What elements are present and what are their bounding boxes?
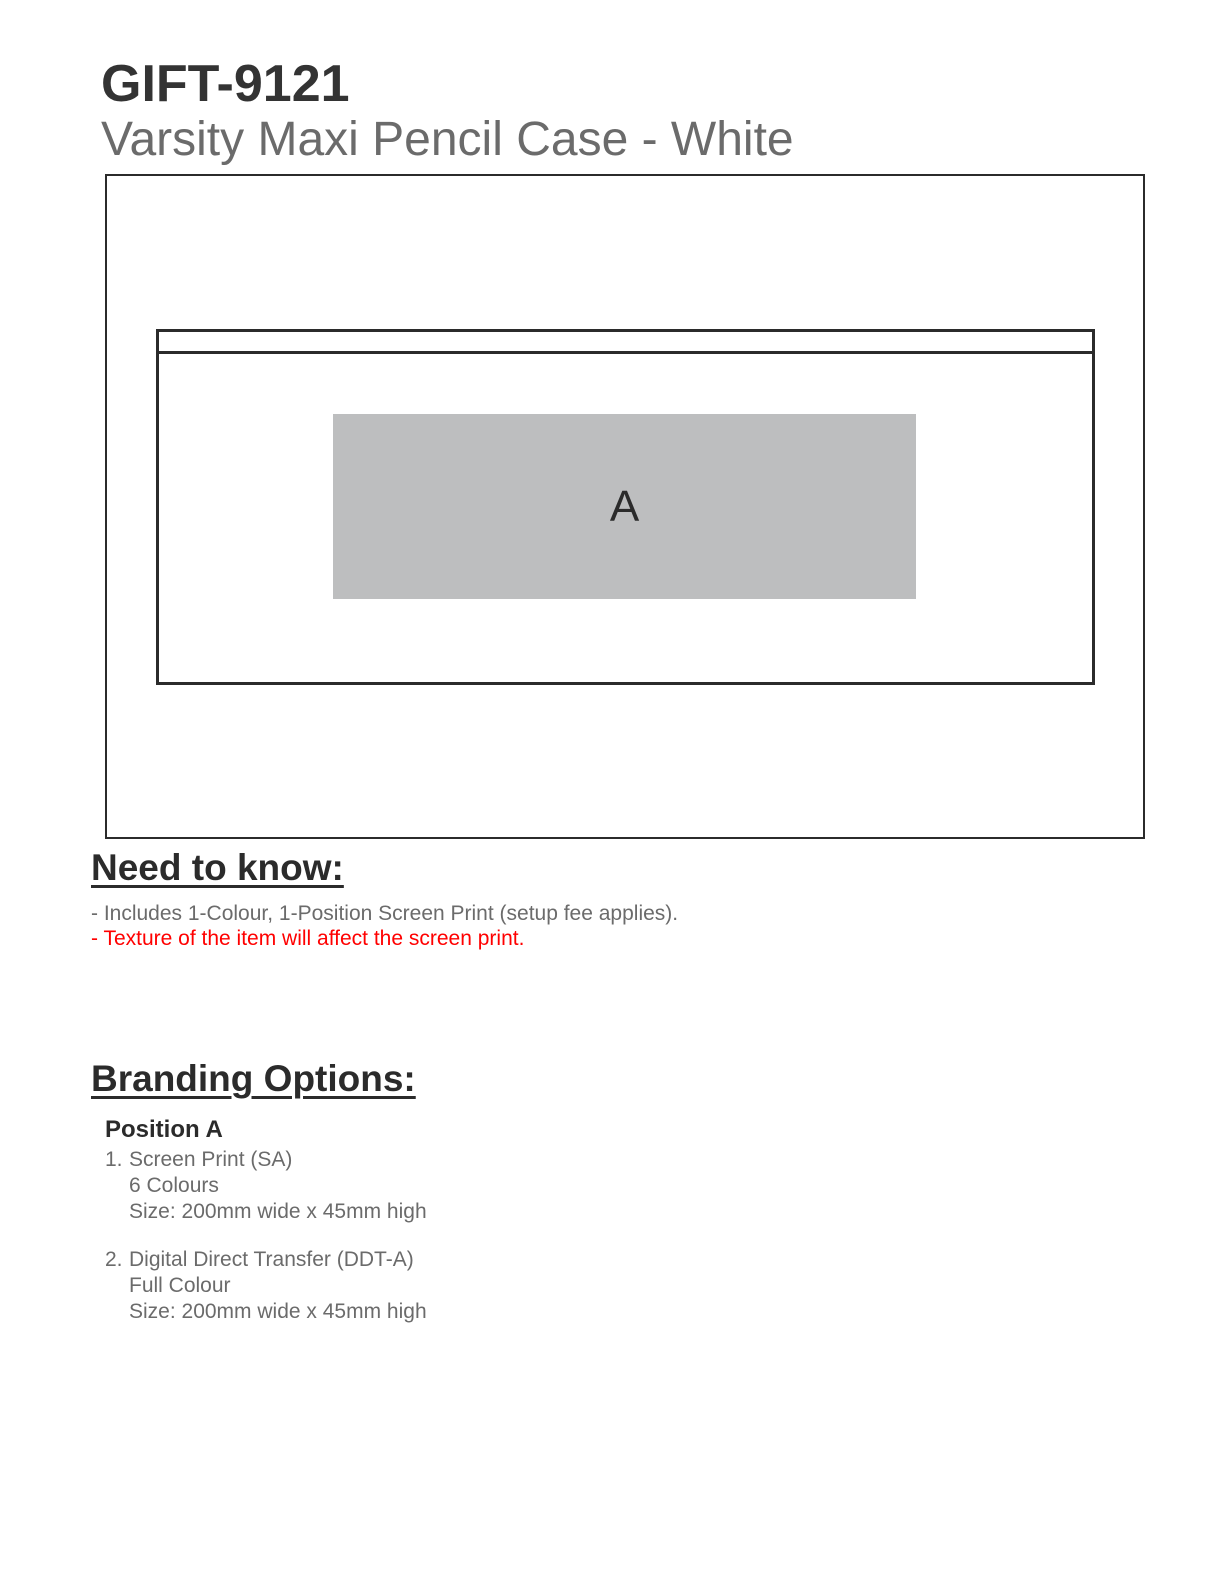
option-method: Screen Print (SA) <box>129 1148 293 1171</box>
print-area-label: A <box>609 481 640 531</box>
option-number: 1. <box>105 1148 123 1171</box>
branding-options-heading: Branding Options: <box>91 1058 416 1099</box>
option-colours: 6 Colours <box>129 1174 219 1197</box>
note-texture-warning: - Texture of the item will affect the screen print. <box>91 927 525 950</box>
branding-option-2 <box>105 1247 427 1325</box>
pencil-case-zip-strip <box>159 332 1092 354</box>
option-method: Digital Direct Transfer (DDT-A) <box>129 1248 414 1271</box>
note-setup-fee: - Includes 1-Colour, 1-Position Screen Print (setup fee applies). <box>91 902 679 925</box>
product-name: Varsity Maxi Pencil Case - White <box>101 113 794 166</box>
option-colours: Full Colour <box>129 1274 231 1297</box>
product-code: GIFT-9121 <box>101 55 350 113</box>
position-a-title: Position A <box>105 1116 223 1143</box>
option-size: Size: 200mm wide x 45mm high <box>129 1200 427 1223</box>
need-to-know-heading: Need to know: <box>91 847 344 888</box>
print-area-position-a <box>333 414 916 599</box>
branding-option-1 <box>105 1147 427 1225</box>
option-size: Size: 200mm wide x 45mm high <box>129 1300 427 1323</box>
option-number: 2. <box>105 1248 123 1271</box>
